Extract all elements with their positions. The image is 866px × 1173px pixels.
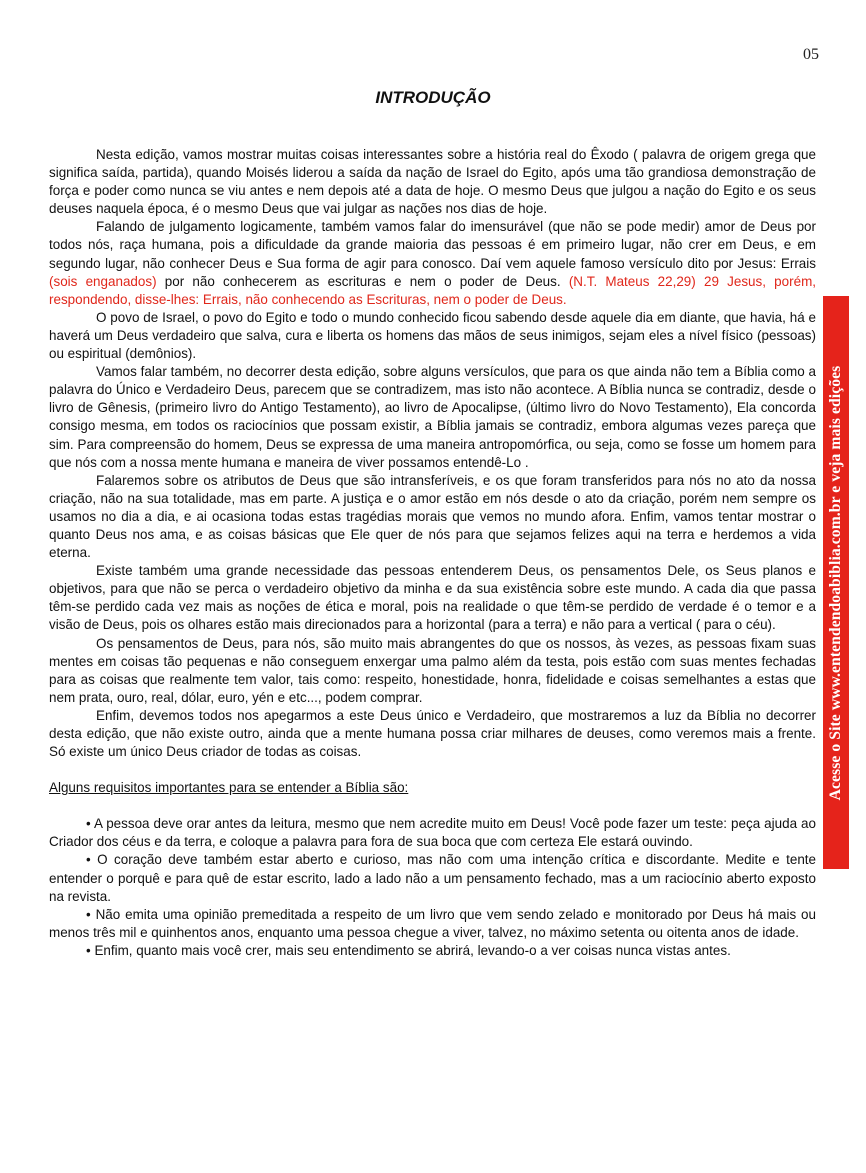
paragraph-1: Nesta edição, vamos mostrar muitas coisas interessantes sobre a história real do Êxodo ( palavra de origem grega que significa saída, partida), quando Moisés liderou a saída da nação de Israel do Egito, após uma tão grandiosa demonstração de força e poder como nunca se viu antes e nem depois até a data de hoje. O mesmo Deus que julgou a nação do Egito e os seus deuses naquela época, é o mesmo Deus que vai julgar as nações nos dias de hoje. <box>49 147 816 217</box>
paragraph-2-text-b: por não conhecerem as escrituras e nem o poder de Deus. <box>156 273 569 289</box>
paragraph-5: Falaremos sobre os atributos de Deus que são intransferíveis, e os que foram transferidos para nós no ato da nossa criação, não na sua totalidade, mas em parte. A justiça e o amor estão em nós desde o ato da criação, porém nem sempre os usamos no dia a dia, e ai ocasiona todas estas tragédias morais que vemos no mundo afora. Enfim, vamos tentar mostrar o quanto Deus nos ama, e as coisas básicas que Ele quer de nós para que sejamos felizes aqui na terra e herdemos a vida eterna. <box>49 472 816 561</box>
page-title: INTRODUÇÃO <box>375 88 491 107</box>
paragraph-6: Existe também uma grande necessidade das pessoas entenderem Deus, os pensamentos Dele, os Seus planos e objetivos, para que não se perca o verdadeiro objetivo da minha e da sua existência sobre este mundo. A cada dia que passa têm-se perdido cada vez mais as noções de ética e moral, pois na realidade o que têm-se perdido de verdade é o temor e a visão de Deus, pois os olhares estão mais direcionados para a horizontal (para a terra) e não para a vertical ( para o céu). <box>49 563 816 633</box>
requirement-item: • O coração deve também estar aberto e curioso, mas não com uma intenção crítica e discordante. Medite e tente entender o porquê e para quê de estar escrito, lado a lado não a um pensamento fechado, mas a um raciocínio aberto exposto na revista. <box>49 852 816 904</box>
paragraph-4: Vamos falar também, no decorrer desta edição, sobre alguns versículos, que para os que ainda não tem a Bíblia como a palavra do Único e Verdadeiro Deus, parecem que se contradizem, mas isto não acontece. A Bíblia nunca se contradiz, desde o livro de Gênesis, (primeiro livro do Antigo Testamento), ao livro de Apocalipse, (último livro do Novo Testamento), Ela concorda consigo mesma, em todos os raciocínios que possam existir, a Bíblia jamais se contradiz, embora algumas vezes pareça que sim. Para compreensão do homem, Deus se expressa de uma maneira antropomórfica, ou seja, como se fosse um homem para que nós com a nossa mente humana e maneira de viver possamos entendê-Lo . <box>49 364 816 470</box>
website-side-banner[interactable] <box>823 296 849 869</box>
paragraph-7: Os pensamentos de Deus, para nós, são muito mais abrangentes do que os nossos, às vezes, as pessoas fixam suas mentes em coisas tão pequenas e não conseguem enxergar uma palmo além da testa, pois estão com suas mentes fechadas para as coisas que realmente tem valor, tais como: respeito, honestidade, honra, fidelidade e coisas semelhantes a estas que nem prata, ouro, real, dólar, euro, yén e etc..., podem comprar. <box>49 635 816 705</box>
paragraph-2 <box>49 218 816 308</box>
requirements-heading: Alguns requisitos importantes para se entender a Bíblia são: <box>49 780 409 796</box>
bible-reference-mateus: (N.T. Mateus 22,29) 29 Jesus, porém, respondendo, disse-lhes: Errais, não conhecendo as Escrituras, nem o poder de Deus. <box>49 273 816 307</box>
requirement-item: • Não emita uma opinião premeditada a respeito de um livro que vem sendo zelado e monitorado por Deus há mais ou menos três mil e quinhentos anos, enquanto uma pessoa chegue a viver, talvez, no máximo setenta ou oitenta anos de idade. <box>49 906 816 940</box>
paragraph-8: Enfim, devemos todos nos apegarmos a este Deus único e Verdadeiro, que mostraremos a luz da Bíblia no decorrer desta edição, que não existe outro, ainda que a mente humana possa criar milhares de deuses, como veremos mais a frente. Só existe um único Deus criador de todas as coisas. <box>49 707 816 760</box>
highlight-sois-enganados: (sois enganados) <box>49 273 157 289</box>
paragraph-2-text-a: Falando de julgamento logicamente, também vamos falar do imensurável (que não se pode medir) amor de Deus por todos nós, raça humana, pois a dificuldade da grande maioria das pessoas é em primeiro lugar, não crer em Deus, e em segundo lugar, não conhecer Deus e Sua forma de agir para conosco. Daí vem aquele famoso versículo dito por Jesus: Errais <box>49 219 816 271</box>
page-number: 05 <box>803 46 819 63</box>
website-banner-text[interactable]: Acesse o Site www.entendendoabiblia.com.br e veja mais edições <box>827 365 844 800</box>
article-body <box>49 146 816 960</box>
requirement-item: • A pessoa deve orar antes da leitura, mesmo que nem acredite muito em Deus! Você pode fazer um teste: peça ajuda ao Criador dos céus e da terra, e coloque a palavra para fora de sua boca que com certeza Ele estará ouvindo. <box>49 816 816 850</box>
paragraph-3: O povo de Israel, o povo do Egito e todo o mundo conhecido ficou sabendo desde aquele dia em diante, que havia, há e haverá um Deus verdadeiro que salva, cura e liberta os homens das mãos de seus inimigos, sejam eles a nível físico (pessoas) ou espiritual (demônios). <box>49 309 816 362</box>
requirement-item: • Enfim, quanto mais você crer, mais seu entendimento se abrirá, levando-o a ver coisas nunca vistas antes. <box>86 942 731 958</box>
